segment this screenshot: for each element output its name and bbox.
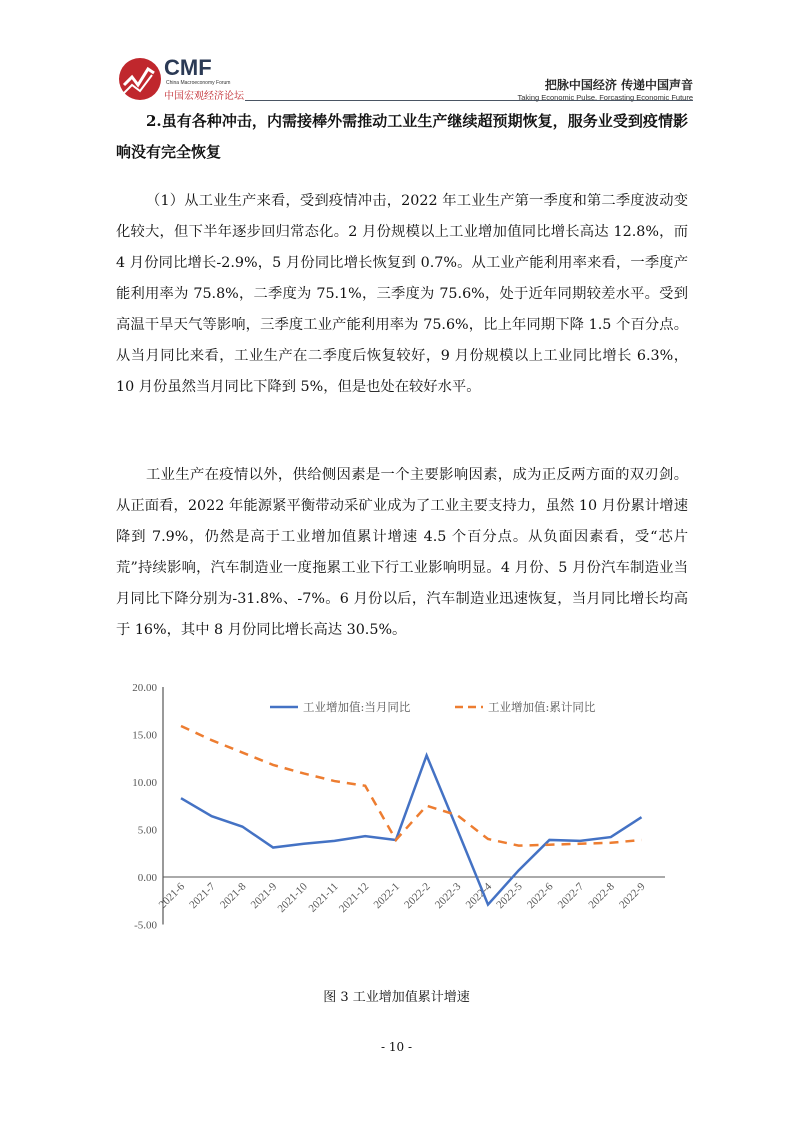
x-tick-label: 2021-11 [306, 880, 341, 915]
logo-sub-en: China Macroeconomy Forum [166, 80, 231, 86]
y-tick-label: 10.00 [132, 777, 157, 789]
x-tick-label: 2022-9 [617, 880, 648, 912]
series-line-2 [181, 726, 642, 846]
figure-caption: 图 3 工业增加值累计增速 [323, 990, 470, 1005]
paragraph: 工业生产在疫情以外，供给侧因素是一个主要影响因素，成为正反两方面的双刃剑。从正面看，2022 年能源紧平衡带动采矿业成为了工业主要支持力，虽然 10 月份累计增速降到 7.9%，仍然是高于工业增加值累计增速 4.5 个百分点。从负面因素看，受“芯片荒”持续影响，汽车制造业一度拖累工业下行工业影响明显。4 月份、5 月份汽车制造业当月同比下降分别为-31.8%、-7%。6 月份以后，汽车制造业迅速恢复，当月同比增长均高于 16%，其中 8 月份同比增长高达 30.5%。 [116, 467, 688, 638]
slogan-en: Taking Economic Pulse, Forcasting Economic Future [517, 93, 693, 102]
x-tick-label: 2021-6 [156, 880, 188, 912]
x-tick-label: 2022-2 [402, 880, 433, 912]
line-chart [110, 670, 670, 940]
x-tick-label: 2022-6 [524, 880, 556, 912]
y-tick-label: 0.00 [137, 872, 157, 884]
x-tick-label: 2022-7 [555, 880, 587, 912]
cmf-logo [118, 55, 248, 105]
slogan-cn: 把脉中国经济 传递中国声音 [544, 78, 693, 92]
section-heading: 2.虽有各种冲击，内需接棒外需推动工业生产继续超预期恢复，服务业受到疫情影响没有完全恢复 [116, 112, 688, 161]
x-tick-label: 2022-5 [494, 880, 525, 912]
y-tick-label: -5.00 [134, 919, 157, 932]
x-tick-label: 2022-8 [586, 880, 617, 912]
page-number: - 10 - [380, 1040, 412, 1054]
header-rule [245, 100, 693, 101]
x-tick-label: 2021-12 [336, 880, 372, 916]
y-tick-label: 15.00 [132, 729, 157, 742]
series-line-1 [181, 755, 642, 904]
x-tick-label: 2022-4 [463, 880, 495, 912]
paragraph: （1）从工业生产来看，受到疫情冲击，2022 年工业生产第一季度和第二季度波动变化较大，但下半年逐步回归常态化。2 月份规模以上工业增加值同比增长高达 12.8%，而 4 月份同比增长-2.9%，5 月份同比增长恢复到 0.7%。从工业产能利用率来看，一季度产能利用率为 75.8%，二季度为 75.1%，三季度为 75.6%，处于近年同期较差水平。受到高温干旱天气等影响，三季度工业产能利用率为 75.6%，比上年同期下降 1.5 个百分点。从当月同比来看，工业生产在二季度后恢复较好，9 月份规模以上工业同比增长 6.3%，10 月份虽然当月同比下降到 5%，但是也处在较好水平。 [116, 193, 688, 395]
y-tick-label: 5.00 [137, 824, 157, 837]
x-tick-label: 2021-9 [248, 880, 280, 912]
logo-sub-cn: 中国宏观经济论坛 [164, 91, 244, 102]
legend-label: 工业增加值:累计同比 [488, 700, 596, 714]
legend-label: 工业增加值:当月同比 [303, 700, 411, 714]
x-tick-label: 2021-10 [275, 880, 310, 916]
x-tick-label: 2021-7 [187, 880, 218, 912]
x-tick-label: 2022-1 [371, 880, 403, 912]
header-slogan [518, 76, 694, 102]
x-tick-label: 2022-3 [432, 880, 464, 912]
logo-text: CMF [164, 55, 212, 80]
y-tick-label: 20.00 [132, 682, 157, 694]
x-tick-label: 2021-8 [217, 880, 249, 912]
